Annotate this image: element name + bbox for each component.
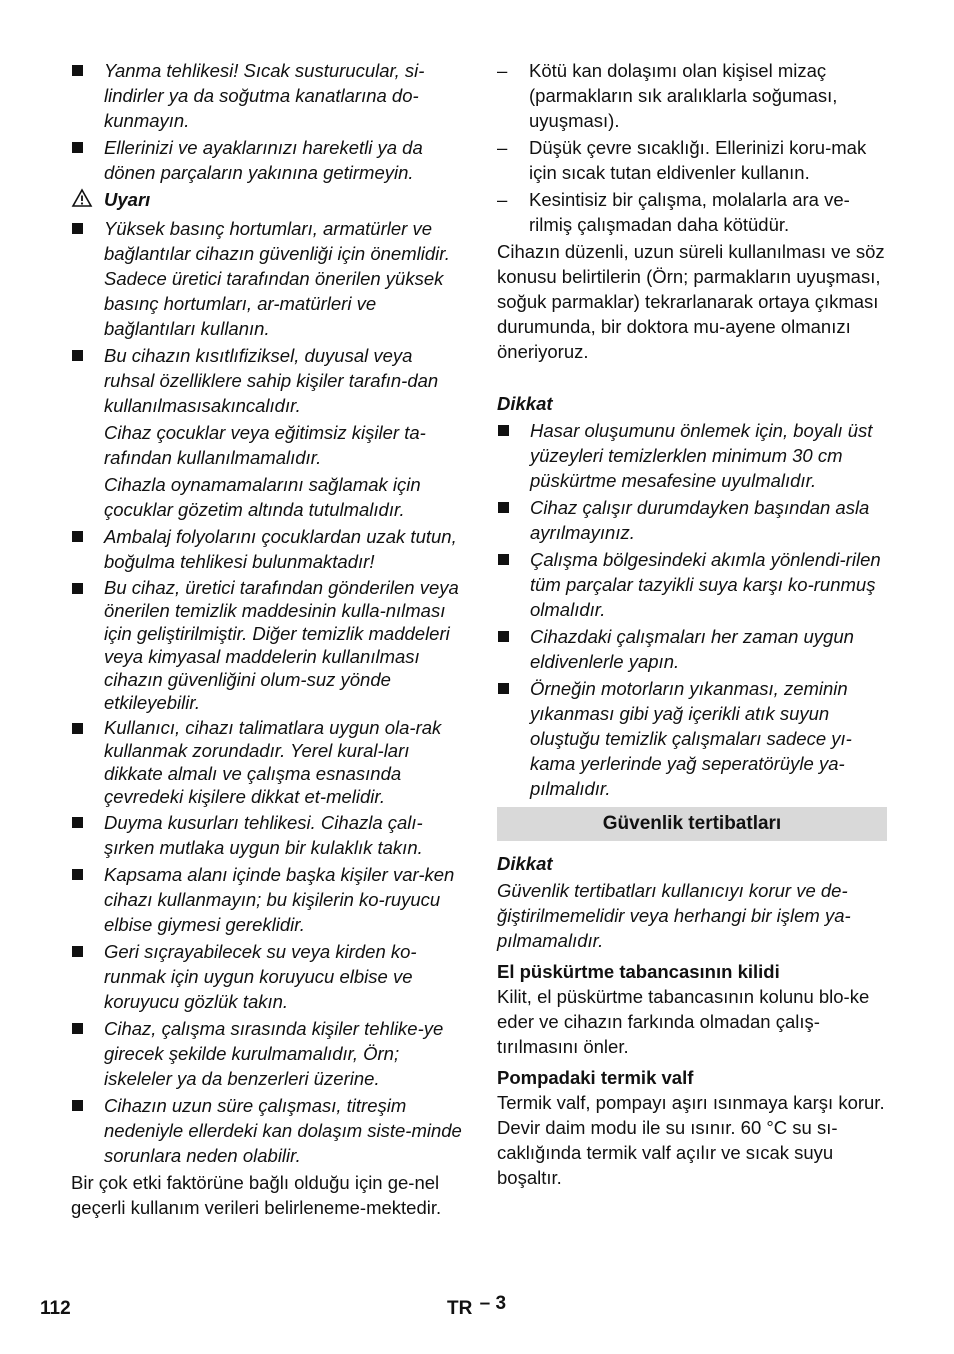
list-item: Yanma tehlikesi! Sıcak susturucular, si-lindirler ya da soğutma kanatlarına do-kunmayın. xyxy=(71,58,463,133)
bullet-square-icon xyxy=(72,350,83,361)
list-item: Ellerinizi ve ayaklarınızı hareketli ya da dönen parçaların yakınına getirmeyin. xyxy=(71,135,463,185)
subheading: Pompadaki termik valf xyxy=(497,1067,694,1088)
page-footer-label xyxy=(447,1293,507,1320)
bullet-square-icon xyxy=(72,946,83,957)
bullet-square-icon xyxy=(72,583,83,594)
bullet-square-icon xyxy=(72,142,83,153)
list-item: – Kötü kan dolaşımı olan kişisel mizaç (parmakların sık aralıklarla soğuması, uyuşması). xyxy=(497,60,838,131)
bullet-square-icon xyxy=(498,631,509,642)
list-item: – Düşük çevre sıcaklığı. Ellerinizi koru-mak için sıcak tutan eldivenler kullanın. xyxy=(497,137,867,183)
language-code: TR xyxy=(447,1298,473,1319)
bullet-square-icon xyxy=(72,723,83,734)
advice-paragraph: Cihazın düzenli, uzun süreli kullanılması ve söz konusu belirtilerin (Örn; parmakların uyuşması, soğuk parmaklar) tekrarlanarak ortaya çıkması durumunda, bir doktora mu-ayene olmanızı öneriyoruz. xyxy=(497,241,885,362)
subheading: El püskürtme tabancasının kilidi xyxy=(497,961,780,982)
list-item: Çalışma bölgesindeki akımla yönlendi-rilen tüm parçalar tazyikli suya karşı ko-runmuş olmalıdır. xyxy=(497,547,887,622)
bullet-square-icon xyxy=(498,425,509,436)
bullet-square-icon xyxy=(72,531,83,542)
list-item: Bu cihaz, üretici tarafından gönderilen veya önerilen temizlik maddesinin kulla-nılması için geliştirilmiştir. Diğer temizlik maddeleri veya kimyasal maddelerin kullanılması cihazın güvenliğini olum-suz yönde etkileyebilir. xyxy=(71,576,463,714)
caution-heading: Dikkat xyxy=(497,853,553,874)
list-item: Kapsama alanı içinde başka kişiler var-ken cihazı kullanmayın; bu kişilerin ko-ruyucu elbise giymesi gereklidir. xyxy=(71,862,463,937)
bullet-square-icon xyxy=(498,683,509,694)
warning-triangle-icon xyxy=(71,188,93,208)
list-item: Bu cihazın kısıtlıfiziksel, duyusal veya ruhsal özelliklere sahip kişiler tarafın-dan kullanılmasısakıncalıdır. xyxy=(71,343,463,418)
left-column xyxy=(71,58,463,1222)
bullet-square-icon xyxy=(498,554,509,565)
right-column xyxy=(497,58,887,1190)
section-title: Güvenlik tertibatları xyxy=(497,807,887,841)
caution-heading: Dikkat xyxy=(497,393,553,414)
bullet-square-icon xyxy=(72,817,83,828)
list-item: Geri sıçrayabilecek su veya kirden ko-runmak için uygun koruyucu elbise ve koruyucu gözlük takın. xyxy=(71,939,463,1014)
list-item: Örneğin motorların yıkanması, zeminin yıkanması gibi yağ içerikli atık suyun oluştuğu temizlik çalışmaları sadece yı-kama yerlerinde yağ seperatörüyle ya-pılmalıdır. xyxy=(497,676,887,801)
list-item: Cihaz çalışır durumdayken başından asla ayrılmayınız. xyxy=(497,495,887,545)
page-sub-number: – 3 xyxy=(479,1293,507,1314)
bullet-square-icon xyxy=(72,869,83,880)
list-item: Duyma kusurları tehlikesi. Cihazla çalı-şırken mutlaka uygun bir kulaklık takın. xyxy=(71,810,463,860)
bullet-square-icon xyxy=(72,65,83,76)
bullet-square-icon xyxy=(498,502,509,513)
body-paragraph: Devir daim modu ile su ısınır. 60 °C su sı-caklığında termik valf açılır ve sıcak suyu boşaltır. xyxy=(497,1117,838,1188)
list-item: Yüksek basınç hortumları, armatürler ve bağlantılar cihazın güvenliği için önemlidir. Sadece üretici tarafından önerilen yüksek basınç hortumları, ar-matürleri ve bağlantıları kullanın. xyxy=(71,216,463,341)
caution-paragraph: Güvenlik tertibatları kullanıcıyı korur ve de-ğiştirilmemelidir veya herhangi bir işlem ya-pılmamalıdır. xyxy=(497,880,851,951)
closing-paragraph: Bir çok etki faktörüne bağlı olduğu için ge-nel geçerli kullanım verileri belirleneme-mektedir. xyxy=(71,1172,442,1218)
list-item: – Kesintisiz bir çalışma, molalarla ara ve-rilmiş çalışmadan daha kötüdür. xyxy=(497,189,850,235)
indented-paragraph: Cihaz çocuklar veya eğitimsiz kişiler ta-rafından kullanılmamalıdır. xyxy=(104,422,426,468)
warning-heading: Uyarı xyxy=(71,187,463,212)
list-item: Kullanıcı, cihazı talimatlara uygun ola-rak kullanmak zorundadır. Yerel kural-ları dikkate almalı ve çalışma esnasında çevredeki kişilere dikkat et-melidir. xyxy=(71,716,463,808)
list-item: Ambalaj folyolarını çocuklardan uzak tutun, boğulma tehlikesi bulunmaktadır! xyxy=(71,524,463,574)
bullet-square-icon xyxy=(72,223,83,234)
list-item: Cihazın uzun süre çalışması, titreşim nedeniyle ellerdeki kan dolaşım siste-minde sorunlara neden olabilir. xyxy=(71,1093,463,1168)
body-paragraph: Termik valf, pompayı aşırı ısınmaya karşı korur. xyxy=(497,1092,885,1113)
bullet-square-icon xyxy=(72,1023,83,1034)
indented-paragraph: Cihazla oynamamalarını sağlamak için çocuklar gözetim altında tutulmalıdır. xyxy=(104,474,421,520)
bullet-square-icon xyxy=(72,1100,83,1111)
list-item: Hasar oluşumunu önlemek için, boyalı üst yüzeyleri temizlerklen minimum 30 cm püskürtme mesafesine uyulmalıdır. xyxy=(497,418,887,493)
list-item: Cihazdaki çalışmaları her zaman uygun eldivenlerle yapın. xyxy=(497,624,887,674)
list-item: Cihaz, çalışma sırasında kişiler tehlike-ye girecek şekilde kurulmamalıdır, Örn; iskeleler ya da benzerleri üzerine. xyxy=(71,1016,463,1091)
body-paragraph: Kilit, el püskürtme tabancasının kolunu blo-ke eder ve cihazın farkında olmadan çalış-tırılmasını önler. xyxy=(497,986,870,1057)
page-number: 112 xyxy=(40,1298,71,1319)
